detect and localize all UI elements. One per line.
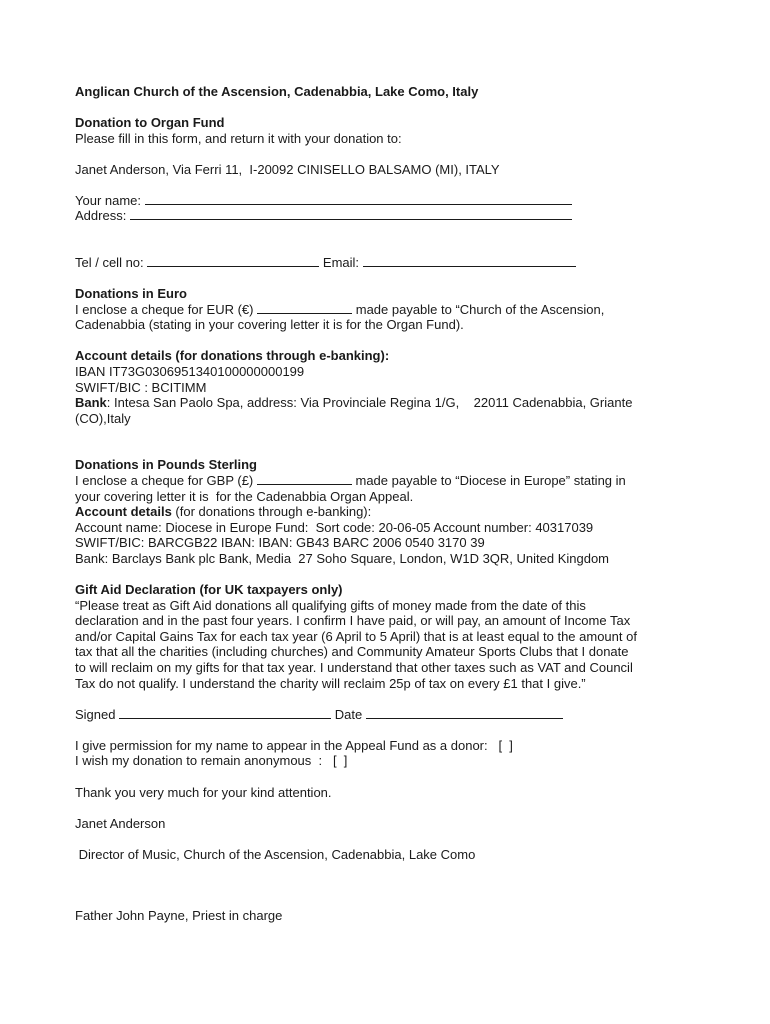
sterling-swift: SWIFT/BIC: BARCGB22 IBAN: IBAN: GB43 BARC 2006 0540 3170 39 — [75, 535, 485, 551]
church-title: Anglican Church of the Ascension, Cadenabbia, Lake Como, Italy — [75, 84, 479, 99]
name-row — [75, 193, 715, 209]
name-input-line[interactable] — [145, 193, 572, 205]
euro-bank-line2: (CO),Italy — [75, 410, 131, 426]
tel-label: Tel / cell no: — [75, 255, 144, 271]
euro-iban: IBAN IT73G0306951340100000000199 — [75, 364, 305, 380]
gift-aid-line: Tax do not qualify. I understand the charity will reclaim 25p of tax on every £1 that I give.” — [75, 675, 586, 691]
signatory-role: Director of Music, Church of the Ascension, Cadenabbia, Lake Como — [75, 846, 476, 862]
appear-permission-checkbox[interactable]: I give permission for my name to appear in the Appeal Fund as a donor: [ ] — [75, 737, 513, 753]
tel-input-line[interactable] — [147, 255, 319, 267]
gift-aid-line: declaration and in the past four years. I confirm I have paid, or will pay, an amount of Income Tax — [75, 613, 631, 629]
euro-cheque-row — [75, 302, 715, 318]
address-label: Address: — [75, 208, 127, 224]
signature-row — [75, 707, 715, 723]
sterling-amount-input-line[interactable] — [257, 473, 352, 485]
email-input-line[interactable] — [363, 255, 576, 267]
sterling-account-label: Account details — [75, 504, 172, 520]
anonymous-checkbox[interactable]: I wish my donation to remain anonymous : [ ] — [75, 753, 348, 769]
date-input-line[interactable] — [366, 707, 563, 719]
address-input-line[interactable] — [130, 208, 572, 220]
euro-bank-label: Bank — [75, 395, 107, 411]
euro-heading: Donations in Euro — [75, 286, 187, 302]
sterling-cheque-line2: your covering letter it is for the Cadenabbia Organ Appeal. — [75, 488, 414, 504]
form-title: Donation to Organ Fund — [75, 115, 225, 131]
sterling-account-row — [75, 504, 715, 520]
gift-aid-line: tax that all the charities (including churches) and Community Amateur Sports Clubs that I donate — [75, 644, 629, 660]
sterling-account-name: Account name: Diocese in Europe Fund: Sort code: 20-06-05 Account number: 40317039 — [75, 519, 594, 535]
euro-cheque-prefix: I enclose a cheque for EUR (€) — [75, 301, 254, 317]
name-label: Your name: — [75, 192, 142, 208]
address-row — [75, 208, 715, 224]
signature-input-line[interactable] — [119, 707, 331, 719]
thanks-text: Thank you very much for your kind attention. — [75, 784, 332, 800]
sterling-heading: Donations in Pounds Sterling — [75, 457, 257, 473]
euro-bank-row — [75, 395, 715, 411]
euro-cheque-line2: Cadenabbia (stating in your covering letter it is for the Organ Fund). — [75, 317, 464, 333]
contact-row — [75, 255, 715, 271]
signed-label: Signed — [75, 706, 116, 722]
gift-aid-line: “Please treat as Gift Aid donations all qualifying gifts of money made from the date of this — [75, 597, 586, 613]
sterling-cheque-row — [75, 473, 715, 489]
priest-name: Father John Payne, Priest in charge — [75, 908, 283, 924]
euro-amount-input-line[interactable] — [257, 302, 352, 314]
email-label: Email: — [322, 255, 360, 271]
gift-aid-line: to will reclaim on my gifts for that tax year. I understand that other taxes such as VAT and Council — [75, 660, 633, 676]
form-instructions: Please fill in this form, and return it with your donation to: — [75, 130, 402, 146]
euro-account-heading: Account details (for donations through e-banking): — [75, 348, 390, 364]
return-address: Janet Anderson, Via Ferri 11, I-20092 CINISELLO BALSAMO (MI), ITALY — [75, 161, 500, 177]
euro-cheque-suffix: made payable to “Church of the Ascension, — [355, 301, 605, 317]
sterling-account-note: (for donations through e-banking): — [171, 504, 372, 520]
euro-swift: SWIFT/BIC : BCITIMM — [75, 379, 207, 395]
gift-aid-heading: Gift Aid Declaration (for UK taxpayers only) — [75, 582, 343, 598]
signatory-name: Janet Anderson — [75, 815, 166, 831]
sterling-cheque-prefix: I enclose a cheque for GBP (£) — [75, 473, 254, 488]
date-label: Date — [334, 706, 363, 722]
gift-aid-line: and/or Capital Gains Tax for each tax year (6 April to 5 April) that is at least equal to the amount of — [75, 628, 637, 644]
donation-form-document — [75, 84, 715, 924]
sterling-cheque-suffix: made payable to “Diocese in Europe” stating in — [355, 473, 626, 488]
sterling-bank: Bank: Barclays Bank plc Bank, Media 27 Soho Square, London, W1D 3QR, United Kingdom — [75, 550, 610, 566]
euro-bank-line1: : Intesa San Paolo Spa, address: Via Provinciale Regina 1/G, 22011 Cadenabbia, Griante — [106, 395, 633, 411]
